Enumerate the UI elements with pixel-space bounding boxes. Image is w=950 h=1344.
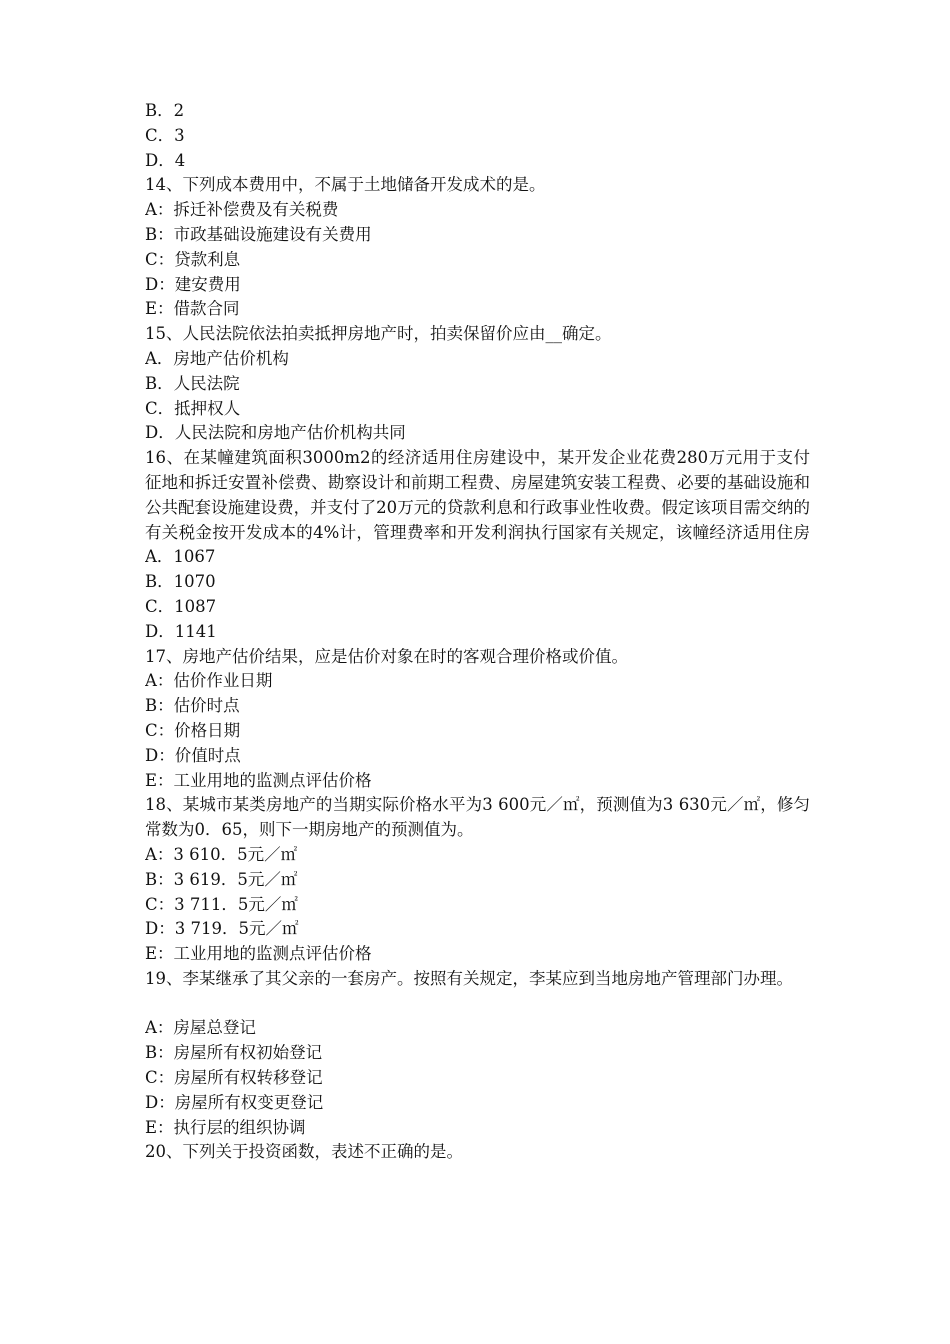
- option-15-b: B．人民法院: [145, 373, 240, 393]
- question-16-stem: 16、在某幢建筑面积3000m2的经济适用住房建设中，某开发企业花费280万元用于支付征地和拆迁安置补偿费、勘察设计和前期工程费、房屋建筑安装工程费、必要的基础设施和公共配套设施建设费，并支付了20万元的贷款利息和行政事业性收费。假定该项目需交纳的有关税金按开发成本的4%计，管理费率和开发利润执行国家有关规定，该幢经济适用住房: [145, 448, 810, 542]
- option-16-a: A．1067: [145, 547, 216, 567]
- option-15-c: C．抵押权人: [145, 398, 241, 418]
- option-14-c: C：贷款利息: [145, 249, 241, 269]
- option-18-a: A：3 610．5元／㎡: [145, 844, 298, 864]
- option-17-e: E：工业用地的监测点评估价格: [145, 770, 372, 790]
- option-17-a: A：估价作业日期: [145, 671, 273, 691]
- option-19-e: E：执行层的组织协调: [145, 1117, 306, 1137]
- option-14-a: A：拆迁补偿费及有关税费: [145, 200, 339, 220]
- option-19-d: D：房屋所有权变更登记: [145, 1092, 324, 1112]
- option-18-b: B：3 619．5元／㎡: [145, 869, 298, 889]
- option-19-b: B：房屋所有权初始登记: [145, 1043, 323, 1063]
- question-15-stem: 15、人民法院依法拍卖抵押房地产时，拍卖保留价应由__确定。: [145, 324, 612, 344]
- document-page: [145, 99, 810, 1165]
- option-19-a: A：房屋总登记: [145, 1018, 256, 1038]
- option-16-d: D．1141: [145, 621, 217, 641]
- option-14-b: B：市政基础设施建设有关费用: [145, 224, 372, 244]
- option-13-d: D．4: [145, 150, 186, 170]
- option-17-d: D：价值时点: [145, 745, 241, 765]
- question-20-stem: 20、下列关于投资函数，表述不正确的是。: [145, 1142, 463, 1162]
- option-18-d: D：3 719．5元／㎡: [145, 919, 299, 939]
- option-13-c: C．3: [145, 125, 185, 145]
- question-18-stem: 18、某城市某类房地产的当期实际价格水平为3 600元／㎡，预测值为3 630元／㎡，修匀常数为0．65，则下一期房地产的预测值为。: [145, 795, 810, 840]
- question-14-stem: 14、下列成本费用中，不属于土地储备开发成术的是。: [145, 175, 546, 195]
- option-16-c: C．1087: [145, 596, 217, 616]
- option-17-b: B：估价时点: [145, 696, 240, 716]
- option-15-d: D．人民法院和房地产估价机构共同: [145, 423, 406, 443]
- option-18-c: C：3 711．5元／㎡: [145, 894, 298, 914]
- question-19-stem: 19、李某继承了其父亲的一套房产。按照有关规定，李某应到当地房地产管理部门办理。: [145, 968, 793, 988]
- option-18-e: E：工业用地的监测点评估价格: [145, 944, 372, 964]
- question-17-stem: 17、房地产估价结果，应是估价对象在时的客观合理价格或价值。: [145, 646, 628, 666]
- option-15-a: A．房地产估价机构: [145, 348, 289, 368]
- option-17-c: C：价格日期: [145, 720, 241, 740]
- option-14-d: D：建安费用: [145, 274, 241, 294]
- option-14-e: E：借款合同: [145, 299, 240, 319]
- option-13-b: B．2: [145, 101, 185, 120]
- option-16-b: B．1070: [145, 572, 216, 592]
- option-19-c: C：房屋所有权转移登记: [145, 1068, 323, 1088]
